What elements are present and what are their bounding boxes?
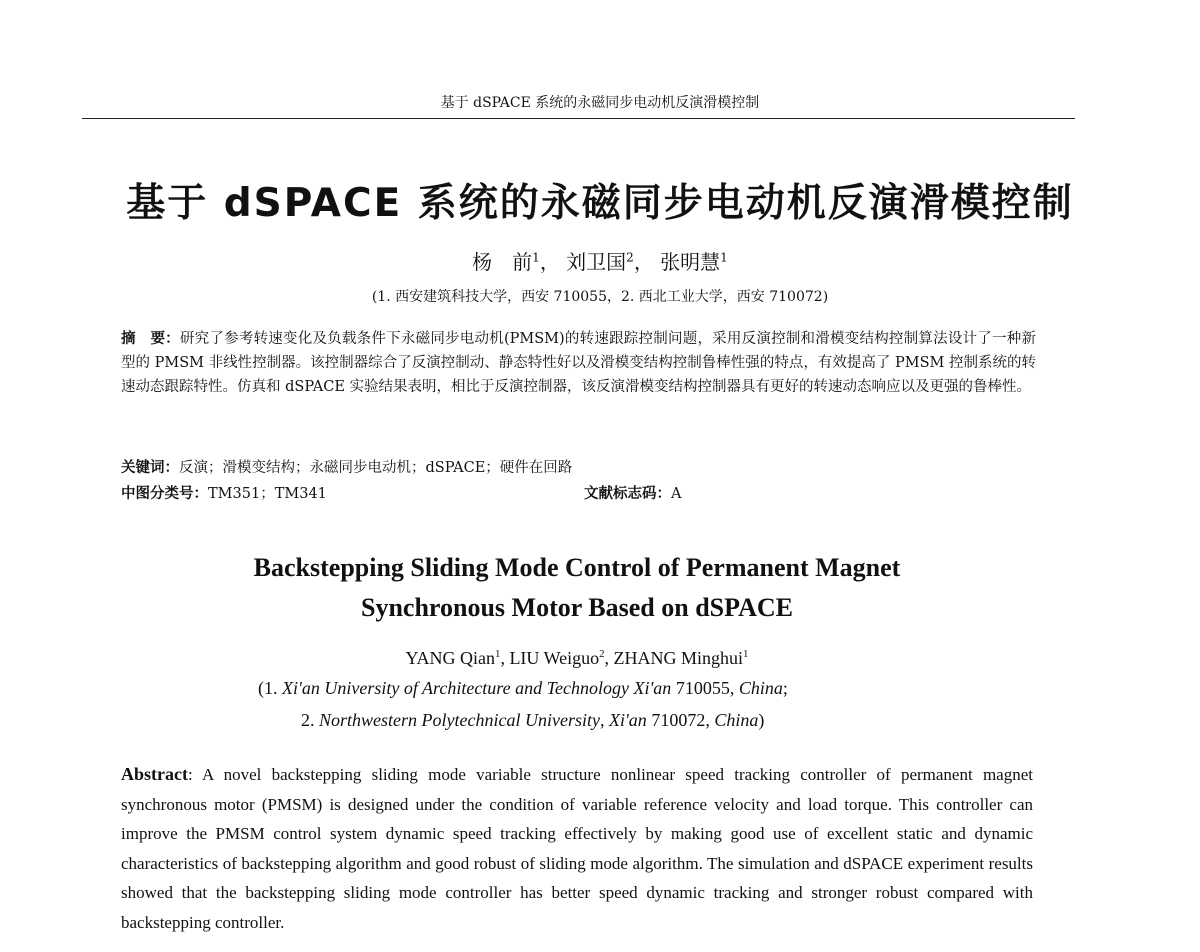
en-author-sup: 1 xyxy=(495,648,501,660)
cn-keywords-label: 关键词： xyxy=(121,459,179,476)
affil1-code: 710055 xyxy=(671,678,730,698)
affil1-end: ; xyxy=(782,678,788,698)
english-authors xyxy=(0,648,1154,669)
english-title xyxy=(0,548,1154,628)
affil2-open: 2. xyxy=(301,710,319,730)
chinese-classification xyxy=(121,482,327,503)
affil1-country: China xyxy=(738,678,783,698)
english-title-line2: Synchronous Motor Based on dSPACE xyxy=(361,593,793,622)
cn-author-name: 张明慧 xyxy=(660,250,721,274)
chinese-abstract xyxy=(121,327,1036,399)
chinese-title: 基于 dSPACE 系统的永磁同步电动机反演滑模控制 xyxy=(126,181,1074,226)
english-affiliation-1 xyxy=(258,678,788,699)
en-abstract-text: A novel backstepping sliding mode variable structure nonlinear speed tracking controller of permanent magnet synchronous motor (PMSM) is designed under the condition of variable reference velocity and load torque. This controller can improve the PMSM control system dynamic speed tracking effectively by making good use of excellent static and dynamic characteristics of backstepping algorithm and good robust of sliding mode algorithm. The simulation and dSPACE experiment results showed that the backstepping sliding mode controller has better speed dynamic tracking and stronger robust compared with backstepping controller. xyxy=(121,765,1033,932)
cn-author-sup: 1 xyxy=(720,250,728,265)
header-rule xyxy=(82,118,1075,119)
affil1-sep: , xyxy=(729,678,739,698)
cn-abstract-text: 研究了参考转速变化及负载条件下永磁同步电动机(PMSM)的转速跟踪控制问题，采用反演控制和滑模变结构控制算法设计了一种新型的 PMSM 非线性控制器。该控制器综合了反演控制动、静态特性好以及滑模变结构控制鲁棒性强的特点，有效提高了 PMSM 控制系统的转速动态跟踪特性。仿真和 dSPACE 实验结果表明，相比于反演控制器，该反演滑模变结构控制器具有更好的转速动态响应以及更强的鲁棒性。 xyxy=(121,331,1036,395)
affil2-end: ) xyxy=(758,710,765,730)
cn-class-label: 中图分类号： xyxy=(121,485,208,502)
affil2-code: 710072 xyxy=(646,710,706,730)
english-abstract xyxy=(121,760,1033,937)
chinese-authors xyxy=(0,246,1200,275)
en-author-name: LIU Weiguo xyxy=(509,648,600,668)
cn-class-text: TM351；TM341 xyxy=(208,486,327,502)
en-author-sep: , xyxy=(500,648,510,668)
cn-author-name: 杨 前 xyxy=(472,250,533,274)
cn-author-sup: 2 xyxy=(626,250,634,265)
running-head: 基于 dSPACE 系统的永磁同步电动机反演滑模控制 xyxy=(440,95,760,111)
cn-author-sep: ， xyxy=(633,250,654,274)
chinese-document-code xyxy=(584,482,681,503)
cn-doccode-label: 文献标志码： xyxy=(584,485,671,502)
cn-doccode-text: A xyxy=(671,486,682,502)
en-abstract-colon: : xyxy=(187,765,203,784)
cn-author-sep: ， xyxy=(539,250,560,274)
affil2-sep1: , xyxy=(599,710,609,730)
chinese-affiliation: (1. 西安建筑科技大学，西安 710055，2. 西北工业大学，西安 710072) xyxy=(371,289,829,305)
cn-keywords-text: 反演；滑模变结构；永磁同步电动机；dSPACE；硬件在回路 xyxy=(179,460,573,476)
english-title-line1: Backstepping Sliding Mode Control of Permanent Magnet xyxy=(253,553,901,582)
cn-author-name: 刘卫国 xyxy=(566,250,627,274)
chinese-keywords xyxy=(121,456,572,477)
affil2-city: Xi'an xyxy=(608,710,647,730)
en-author-name: YANG Qian xyxy=(405,648,496,668)
en-author-name: ZHANG Minghui xyxy=(613,648,744,668)
affil2-sep2: , xyxy=(705,710,715,730)
en-author-sup: 2 xyxy=(599,648,605,660)
affil2-institution: Northwestern Polytechnical University xyxy=(319,710,600,730)
cn-author-sup: 1 xyxy=(532,250,540,265)
en-author-sep: , xyxy=(604,648,614,668)
english-affiliation-2 xyxy=(301,710,764,731)
cn-abstract-label: 摘 要： xyxy=(121,330,180,347)
affil2-country: China xyxy=(714,710,759,730)
affil1-institution: Xi'an University of Architecture and Technology Xi'an xyxy=(282,678,672,698)
en-author-sup: 1 xyxy=(743,648,749,660)
affil1-open: (1. xyxy=(258,678,282,698)
en-abstract-label: Abstract xyxy=(121,764,188,784)
